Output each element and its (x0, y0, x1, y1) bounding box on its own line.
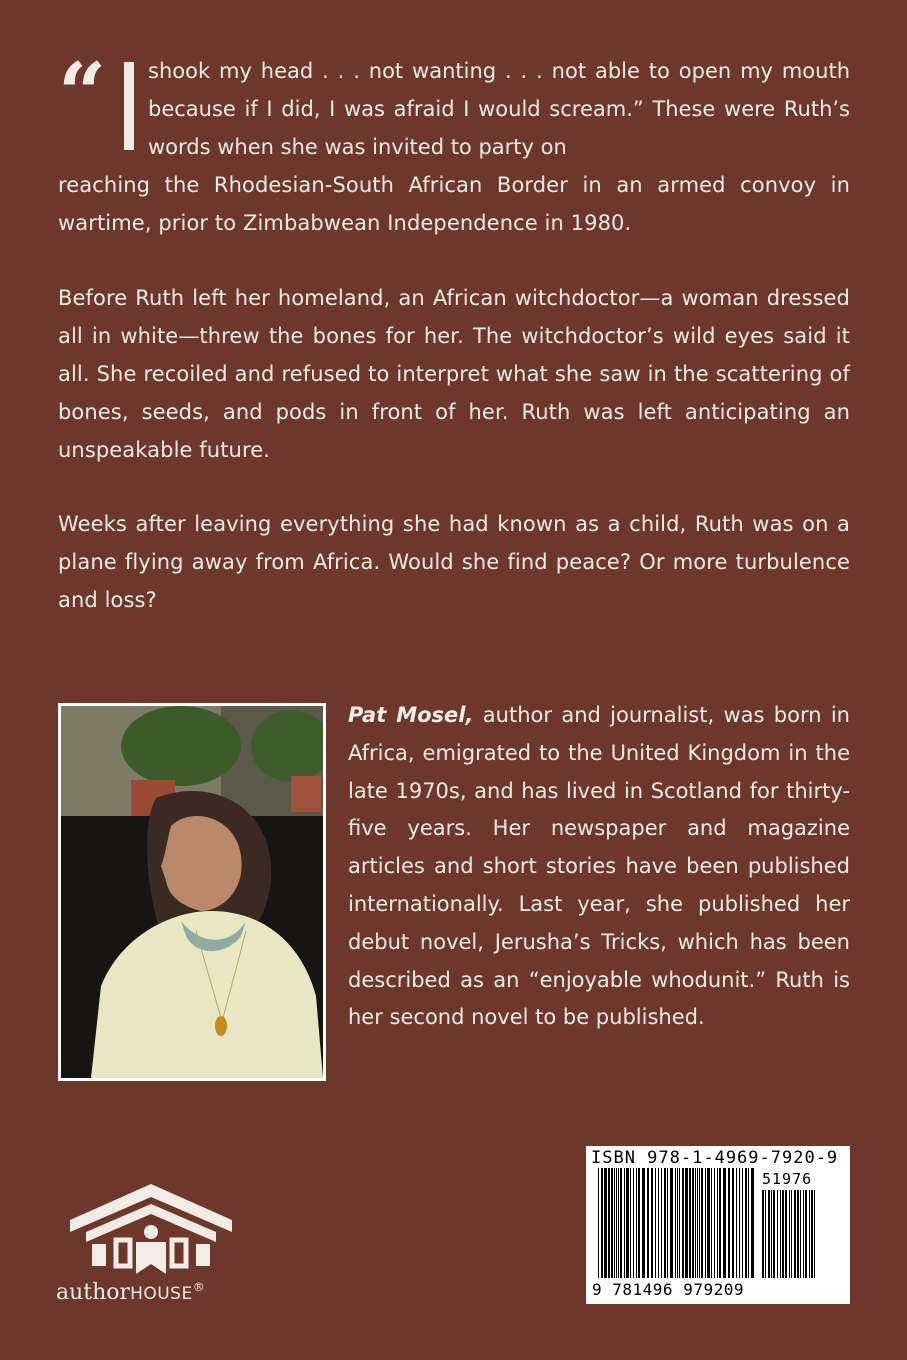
price-addon-code: 51976 (762, 1170, 813, 1188)
addon-bar (782, 1190, 784, 1278)
barcode-bar (679, 1168, 680, 1278)
barcode-bar (614, 1168, 615, 1278)
author-photo (58, 703, 326, 1081)
addon-bar (797, 1190, 799, 1278)
barcode-bar (745, 1168, 747, 1278)
author-bio-text: author and journalist, was born in Africa, emigrated to the United Kingdom in the late 1970s, and has lived in Scotland for thirty-five years. Her newspaper and magazine articles and short stories have been published internationally. Last year, she published her debut novel, Jerusha’s Tricks, which has been described as an “enjoyable whodunit.” Ruth is her second novel to be published. (348, 703, 850, 1030)
drop-cap-i (124, 62, 134, 150)
addon-bar (773, 1190, 775, 1278)
author-name: Pat Mosel, (348, 703, 474, 727)
barcode-bar (598, 1168, 599, 1278)
barcode-bar (692, 1168, 694, 1278)
addon-bar (803, 1190, 804, 1278)
addon-bar (811, 1190, 813, 1278)
barcode-bar (736, 1168, 737, 1278)
barcode-bar (714, 1168, 715, 1278)
barcode-bar (719, 1168, 721, 1278)
barcode-bar (711, 1168, 712, 1278)
addon-bar (785, 1190, 787, 1278)
barcode-bar (682, 1168, 684, 1278)
barcode-bar (618, 1168, 619, 1278)
barcode-bar (638, 1168, 640, 1278)
open-quote-mark: “ (58, 44, 107, 143)
addon-bar (814, 1190, 815, 1278)
barcode-bar (742, 1168, 743, 1278)
isbn-label: ISBN 978-1-4969-7920-9 (591, 1148, 839, 1168)
addon-bar (805, 1190, 807, 1278)
addon-bar (809, 1190, 810, 1278)
publisher-logo (56, 1180, 246, 1310)
barcode-bar (647, 1168, 649, 1278)
barcode-bar (624, 1168, 625, 1278)
barcode-bar (675, 1168, 676, 1278)
paragraph-1-opening: shook my head . . . not wanting . . . not able to open my mouth because if I did, I was afraid I would scream.” These were Ruth’s words when she was invited to party on (148, 59, 850, 159)
barcode-bar (689, 1168, 691, 1278)
addon-bar (800, 1190, 801, 1278)
barcode-bar (701, 1168, 703, 1278)
barcode-bar (728, 1168, 730, 1278)
barcode-bar (707, 1168, 710, 1278)
barcode-bar (616, 1168, 617, 1278)
addon-bar (768, 1190, 770, 1278)
barcode-bar (630, 1168, 631, 1278)
house-logo-icon (56, 1180, 246, 1280)
barcode-bar (661, 1168, 662, 1278)
addon-bar (777, 1190, 778, 1278)
barcode-box (586, 1146, 850, 1304)
barcode-bar (655, 1168, 656, 1278)
barcode-bar (651, 1168, 653, 1278)
barcode-digits: 9 781496 979209 (592, 1280, 744, 1299)
barcode-bar (633, 1168, 634, 1278)
paragraph-1-continued: reaching the Rhodesian-South African Border in an armed convoy in wartime, prior to Zimbabwean Independence in 1980. (58, 173, 850, 235)
barcode-bar (717, 1168, 718, 1278)
author-portrait-illustration (61, 706, 323, 1078)
barcode-bar (739, 1168, 740, 1278)
barcode-bar (608, 1168, 610, 1278)
barcode-bar (705, 1168, 706, 1278)
barcode-bar (611, 1168, 613, 1278)
barcode-bar (670, 1168, 673, 1278)
barcode-bar (697, 1168, 698, 1278)
barcode-bar (695, 1168, 696, 1278)
paragraph-3: Weeks after leaving everything she had known as a child, Ruth was on a plane flying away from Africa. Would she find peace? Or more turbulence and loss? (58, 512, 850, 612)
addon-bar (794, 1190, 796, 1278)
barcode-bar (748, 1168, 749, 1278)
barcode-bar (677, 1168, 678, 1278)
barcode-bar (685, 1168, 688, 1278)
barcode-bar (636, 1168, 637, 1278)
barcode-bar (732, 1168, 734, 1278)
barcode-bar (664, 1168, 666, 1278)
barcode-bar (667, 1168, 668, 1278)
paragraph-2: Before Ruth left her homeland, an African witchdoctor—a woman dressed all in white—threw the bones for her. The witchdoctor’s wild eyes said it all. She recoiled and refused to interpret what she saw in the scattering of bones, seeds, and pods in front of her. Ruth was left anticipating an unspeakable future. (58, 286, 850, 462)
barcode-bar (604, 1168, 607, 1278)
barcode-bar (751, 1168, 754, 1278)
barcode-bar (723, 1168, 726, 1278)
addon-bar (762, 1190, 764, 1278)
addon-bar (791, 1190, 792, 1278)
barcode-bar (699, 1168, 700, 1278)
barcode-bar (642, 1168, 645, 1278)
publisher-wordmark: authorHOUSE® (56, 1280, 205, 1305)
addon-bar (771, 1190, 772, 1278)
addon-bar (765, 1190, 766, 1278)
author-bio (348, 697, 850, 1037)
barcode-bar (601, 1168, 603, 1278)
barcode-bar (626, 1168, 629, 1278)
barcode-bar (620, 1168, 622, 1278)
addon-bar (780, 1190, 781, 1278)
barcode-bar (658, 1168, 659, 1278)
addon-bar (789, 1190, 790, 1278)
